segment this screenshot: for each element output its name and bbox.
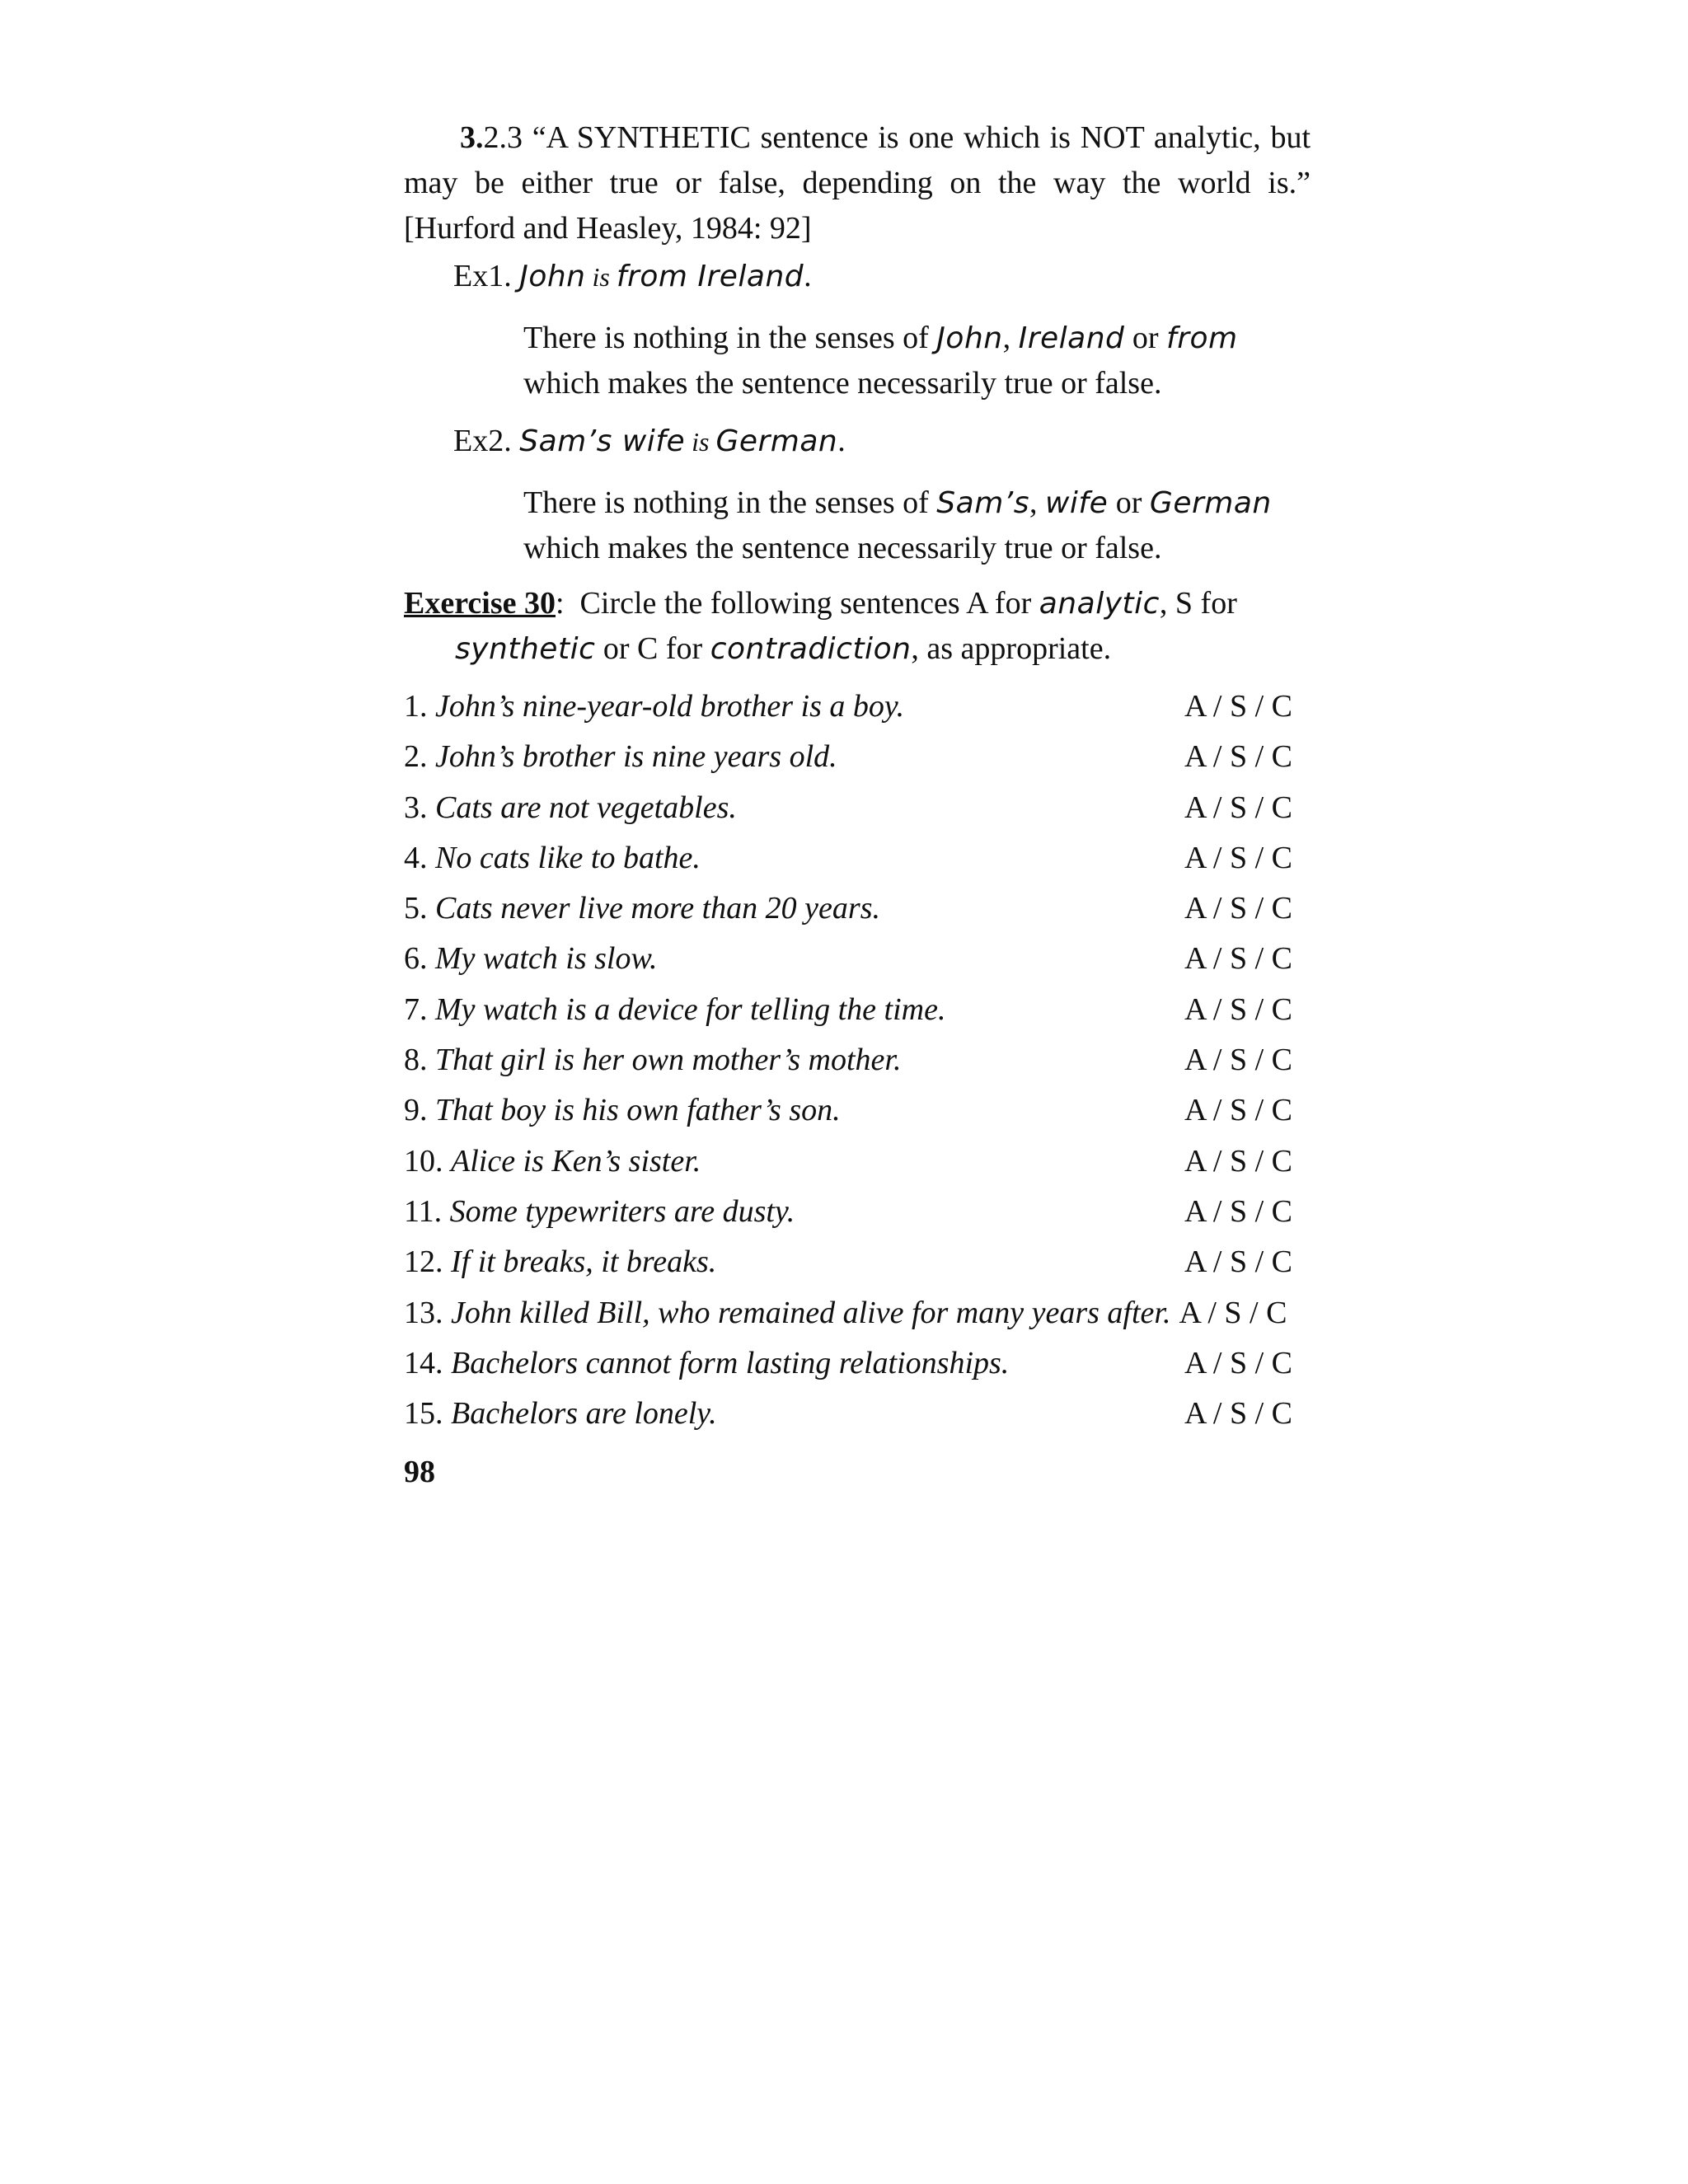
explanation-term: Sam’s: [936, 486, 1029, 520]
item-number: 10.: [404, 1143, 443, 1179]
example-1: [404, 251, 1311, 406]
list-item: [404, 1035, 1311, 1085]
item-number: 4.: [404, 840, 428, 875]
item-number: 6.: [404, 941, 428, 977]
item-sentence: Cats are not vegetables.: [435, 790, 737, 825]
answer-options[interactable]: A / S / C: [1184, 1193, 1292, 1229]
explanation-separator: or: [1115, 485, 1142, 520]
example-word: Sam’s wife: [519, 424, 686, 458]
item-number: 8.: [404, 1043, 428, 1078]
list-item: [404, 682, 1311, 732]
item-sentence: Bachelors are lonely.: [451, 1396, 717, 1432]
example-end: .: [804, 259, 812, 293]
list-item: [404, 1288, 1311, 1338]
section-number: 2.3: [483, 120, 523, 155]
list-item: [404, 934, 1311, 984]
instruction-keyword: analytic: [1039, 587, 1160, 621]
item-sentence: Bachelors cannot form lasting relationships.: [451, 1345, 1010, 1380]
instruction-keyword: contradiction: [710, 632, 912, 666]
explanation-term: John: [936, 321, 1003, 355]
answer-options[interactable]: A / S / C: [1184, 689, 1292, 724]
item-number: 14.: [404, 1345, 443, 1380]
answer-options[interactable]: A / S / C: [1184, 1143, 1292, 1179]
answer-options[interactable]: A / S / C: [1184, 1345, 1292, 1380]
example-explanation: [523, 316, 1311, 406]
example-label: Ex2.: [453, 424, 512, 458]
list-item: [404, 1187, 1311, 1237]
explanation-term: Ireland: [1018, 321, 1125, 355]
item-sentence: That boy is his own father’s son.: [435, 1093, 841, 1128]
item-sentence: My watch is a device for telling the time.: [435, 991, 946, 1027]
explanation-term: from: [1166, 321, 1238, 355]
exercise-colon: :: [555, 586, 565, 621]
list-item: [404, 1237, 1311, 1287]
item-sentence: John killed Bill, who remained alive for many years after.: [451, 1295, 1171, 1330]
example-word: from Ireland: [616, 260, 804, 293]
explanation-text: which makes the sentence necessarily true or false.: [523, 531, 1162, 565]
exercise-items-list: [404, 682, 1311, 1439]
example-verb: is: [692, 427, 710, 457]
explanation-term: German: [1149, 486, 1272, 520]
answer-options[interactable]: A / S / C: [1184, 840, 1292, 875]
item-sentence: John’s nine-year-old brother is a boy.: [435, 689, 905, 724]
item-sentence: No cats like to bathe.: [435, 840, 701, 875]
answer-options[interactable]: A / S / C: [1184, 1093, 1292, 1128]
item-sentence: Some typewriters are dusty.: [449, 1193, 795, 1229]
exercise-title: Exercise 30: [404, 586, 556, 621]
list-item: [404, 732, 1311, 782]
section-number-bold: 3.: [460, 120, 484, 155]
item-sentence: My watch is slow.: [435, 941, 658, 977]
example-end: .: [837, 424, 846, 458]
explanation-text: There is nothing in the senses of: [523, 485, 929, 520]
list-item: [404, 1085, 1311, 1136]
item-sentence: Alice is Ken’s sister.: [451, 1143, 701, 1179]
item-number: 5.: [404, 891, 428, 926]
example-verb: is: [592, 262, 610, 292]
answer-options[interactable]: A / S / C: [1184, 790, 1292, 825]
item-number: 13.: [404, 1295, 443, 1330]
answer-options[interactable]: A / S / C: [1184, 941, 1292, 977]
answer-options[interactable]: A / S / C: [1179, 1295, 1287, 1330]
list-item: [404, 1137, 1311, 1187]
definition-paragraph: [404, 115, 1311, 251]
instruction-keyword: synthetic: [455, 632, 596, 666]
answer-options[interactable]: A / S / C: [1184, 991, 1292, 1027]
item-number: 9.: [404, 1093, 428, 1128]
example-word: German: [715, 424, 838, 458]
explanation-text: There is nothing in the senses of: [523, 321, 929, 355]
instruction-text: Circle the following sentences A for: [579, 586, 1032, 621]
item-number: 3.: [404, 790, 428, 825]
page-number: 98: [404, 1455, 435, 1490]
explanation-separator: or: [1132, 321, 1159, 355]
example-word: John: [519, 260, 586, 293]
item-number: 12.: [404, 1244, 443, 1280]
instruction-text: or C for: [603, 631, 703, 666]
list-item: [404, 1338, 1311, 1389]
item-sentence: If it breaks, it breaks.: [451, 1244, 717, 1280]
item-sentence: Cats never live more than 20 years.: [435, 891, 880, 926]
item-sentence: John’s brother is nine years old.: [435, 739, 837, 775]
list-item: [404, 883, 1311, 934]
definition-text: “A SYNTHETIC sentence is one which is NOT analytic, but may be either true or false, depending on the way the world is.” [Hurford and Heasley, 1984: 92]: [404, 120, 1311, 246]
list-item: [404, 1389, 1311, 1439]
answer-options[interactable]: A / S / C: [1184, 1244, 1292, 1280]
example-sentence: [453, 416, 1311, 466]
answer-options[interactable]: A / S / C: [1184, 739, 1292, 775]
item-number: 2.: [404, 739, 428, 775]
list-item: [404, 833, 1311, 883]
item-sentence: That girl is her own mother’s mother.: [435, 1043, 902, 1078]
answer-options[interactable]: A / S / C: [1184, 1396, 1292, 1432]
example-explanation: [523, 480, 1311, 571]
explanation-separator: ,: [1002, 321, 1011, 355]
answer-options[interactable]: A / S / C: [1184, 1043, 1292, 1078]
list-item: [404, 783, 1311, 833]
instruction-text: , as appropriate.: [911, 631, 1112, 666]
exercise-instructions: [404, 581, 1311, 672]
answer-options[interactable]: A / S / C: [1184, 891, 1292, 926]
instruction-text: , S for: [1159, 586, 1237, 621]
list-item: [404, 985, 1311, 1035]
item-number: 1.: [404, 689, 428, 724]
explanation-separator: ,: [1029, 485, 1038, 520]
example-2: [404, 416, 1311, 571]
explanation-text: which makes the sentence necessarily true or false.: [523, 366, 1162, 401]
item-number: 11.: [404, 1193, 443, 1229]
example-label: Ex1.: [453, 259, 512, 293]
explanation-term: wife: [1044, 486, 1109, 520]
item-number: 7.: [404, 991, 428, 1027]
example-sentence: [453, 251, 1311, 301]
document-page: [404, 115, 1311, 1497]
item-number: 15.: [404, 1396, 443, 1432]
